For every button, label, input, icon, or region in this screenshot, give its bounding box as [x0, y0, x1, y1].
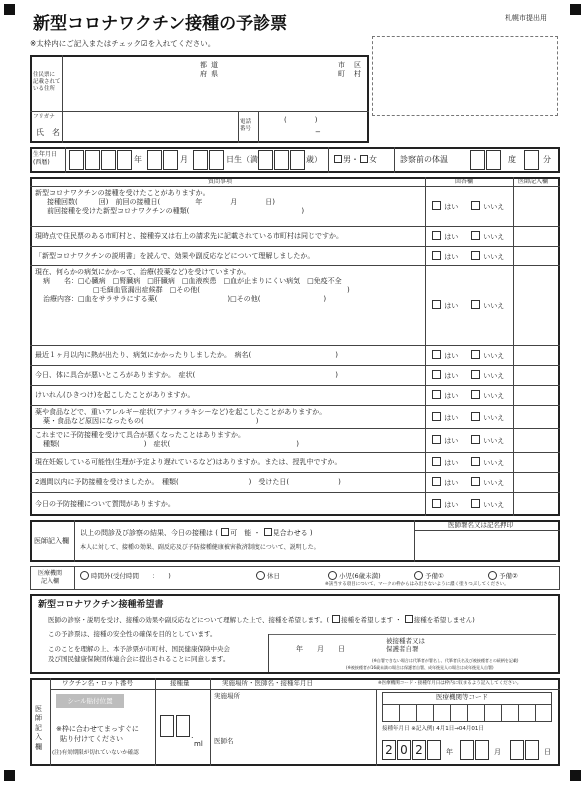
address-input[interactable]: [64, 80, 366, 109]
facility-code-cell[interactable]: [518, 704, 519, 722]
sticker-instruction-2: 貼り付けてください: [60, 735, 123, 743]
signer-label: 被接種者又は 保護者自署: [386, 637, 425, 653]
question-row: [32, 226, 424, 246]
col-vaccine: ワクチン名・ロット番号: [62, 679, 134, 687]
pref-dou: 道: [211, 61, 218, 69]
header-doctor: 医師記入欄: [518, 178, 549, 185]
facility-code-cell[interactable]: [501, 704, 502, 722]
yes-checkbox[interactable]: はい: [431, 370, 458, 380]
question-text: 今日、体に具合が悪いところがありますか。 症状( ): [35, 371, 338, 379]
no-checkbox[interactable]: いいえ: [470, 201, 504, 211]
year-digit-3: 2: [412, 740, 426, 760]
consent-statement: 医師の診察・説明を受け、接種の効果や副反応などについて理解した上で、接種を希望します。( 接種を希望します ・ 接種を希望しません): [48, 616, 475, 624]
col-place: 実施場所・医師名・接種年月日: [222, 679, 313, 687]
phone-label: 電話 番号: [240, 119, 252, 132]
code-note: ※医療機関コード・接種年月日は枠内に収まるよう記入してください。: [378, 681, 522, 686]
facility-option-reserve-2[interactable]: 予備②: [488, 571, 518, 580]
day-digit-2[interactable]: [525, 740, 539, 760]
question-row: [32, 186, 424, 226]
phone-dash: −: [315, 128, 321, 136]
furigana-label: フリガナ: [33, 114, 55, 120]
question-text: けいれん(ひきつけ)を起こしたことがありますか。: [35, 391, 195, 399]
question-row: [32, 246, 424, 265]
year-digit-2: 0: [397, 740, 411, 760]
city-shi: 市: [338, 61, 345, 69]
question-row: [32, 492, 424, 516]
month-digit-2[interactable]: [475, 740, 489, 760]
facility-code-cell[interactable]: [484, 704, 485, 722]
signer-note-1: (※自署できない場合は代筆者が署名し、代筆者氏名及び被接種者との続柄を記載): [372, 658, 519, 663]
address-label: 住民票に 記載されて いる住所: [33, 72, 61, 92]
question-row: [32, 428, 424, 452]
signer-note-2: (※被接種者が16歳未満の場合は保護者自署、成年後見人の場合は成年後見人自署): [346, 665, 494, 670]
facility-code-cell[interactable]: [433, 704, 434, 722]
no-wish-checkbox[interactable]: [405, 615, 413, 623]
facility-code-cell[interactable]: [382, 704, 383, 722]
office-label: 札幌市提出用: [505, 14, 547, 22]
postpone-checkbox[interactable]: [264, 528, 272, 536]
age-digit-1[interactable]: [258, 150, 273, 170]
sex-selector: 男・ 女: [333, 155, 377, 164]
temp-degree-digit-2[interactable]: [486, 150, 501, 170]
pref-to: 都: [200, 61, 207, 69]
city-ku: 区: [354, 61, 361, 69]
doctor-explanation: 本人に対して、接種の効果、副反応及び予防接種健康被害救済制度について、説明した。: [80, 544, 320, 551]
vaccination-date-label: 接種年月日 ※記入例) 4月1日→04月01日: [382, 726, 484, 732]
yes-checkbox[interactable]: はい: [431, 300, 458, 310]
sticker-position[interactable]: シール貼付位置: [56, 694, 124, 708]
no-checkbox[interactable]: いいえ: [470, 412, 504, 422]
temp-decimal-digit[interactable]: [524, 150, 539, 170]
billing-address-box[interactable]: [372, 36, 558, 116]
dob-day-digit-2[interactable]: [209, 150, 224, 170]
consent-title: 新型コロナワクチン接種希望書: [38, 600, 164, 610]
age-digit-3[interactable]: [290, 150, 305, 170]
question-row: [32, 405, 424, 428]
consent-date[interactable]: 年 月 日: [296, 645, 345, 653]
year-digit-4[interactable]: [427, 740, 441, 760]
age-unit: 歳）: [306, 155, 322, 164]
dose-digit-1[interactable]: [160, 715, 174, 737]
age-digit-2[interactable]: [274, 150, 289, 170]
expiry-note: (注)有効期限が切れていないか確認: [52, 750, 139, 756]
no-checkbox[interactable]: いいえ: [470, 251, 504, 261]
yes-checkbox[interactable]: はい: [431, 457, 458, 467]
col-dose: 接種量: [170, 679, 190, 687]
instruction-note: ※太枠内にご記入またはチェック☑を入れてください。: [30, 39, 216, 48]
facility-code-cell[interactable]: [535, 704, 536, 722]
dob-year-digit-4[interactable]: [117, 150, 132, 170]
question-row: [32, 452, 424, 472]
vaccination-month-unit: 月: [494, 748, 501, 756]
no-checkbox[interactable]: いいえ: [470, 370, 504, 380]
question-row: [32, 365, 424, 385]
no-checkbox[interactable]: いいえ: [470, 457, 504, 467]
facility-note: ※該当する項目について、マークの枠からはみ出さないように濃く塗りつぶしてください。: [325, 582, 509, 587]
dob-day-digit-1[interactable]: [193, 150, 208, 170]
question-text: 前回接種を受けた新型コロナワクチンの種類( ): [47, 207, 305, 215]
name-label: 氏 名: [36, 128, 60, 137]
dob-month-digit-1[interactable]: [147, 150, 162, 170]
possible-checkbox[interactable]: [221, 528, 229, 536]
question-text: 薬や食品などで、重いアレルギー症状(アナフィラキシーなど)を起こしたことがありますか。: [35, 408, 327, 416]
day-digit-1[interactable]: [510, 740, 524, 760]
header-answer: 回答欄: [455, 178, 474, 185]
place-field[interactable]: [214, 702, 372, 728]
no-checkbox[interactable]: いいえ: [470, 300, 504, 310]
question-text: 接種回数( 回) 前回の接種日( 年 月 日): [47, 198, 275, 206]
name-input[interactable]: [64, 113, 236, 141]
facility-code-cell[interactable]: [416, 704, 417, 722]
facility-code-cell[interactable]: [399, 704, 400, 722]
yes-checkbox[interactable]: はい: [431, 477, 458, 487]
male-checkbox[interactable]: [334, 155, 342, 163]
question-text: これまでに予防接種を受けて具合が悪くなったことはありますか。: [35, 431, 245, 439]
vaccination-day-unit: 日: [544, 748, 551, 756]
question-text: 「新型コロナワクチンの説明書」を読んで、効果や副反応などについて理解しましたか。: [35, 251, 315, 260]
question-text: 種類( ) 症状( ): [43, 440, 299, 448]
yes-checkbox[interactable]: はい: [431, 251, 458, 261]
doctor-signature-field[interactable]: [416, 532, 558, 560]
pref-fu: 府: [200, 70, 207, 78]
temperature-label: 診察前の体温: [400, 155, 448, 164]
page-title: 新型コロナワクチン接種の予診票: [33, 14, 288, 34]
consent-agreement-2: 及び国民健康保険団体連合会に提出されることに同意します。: [48, 655, 230, 663]
no-checkbox[interactable]: いいえ: [470, 390, 504, 400]
dose-digit-2[interactable]: [176, 715, 190, 737]
question-text: 現在妊娠している可能性(生理が予定より遅れているなど)はありますか。または、授乳中ですか。: [35, 458, 342, 466]
place-label: 実施場所: [214, 692, 240, 700]
question-text: 新型コロナワクチンの接種を受けたことがありますか。: [35, 189, 210, 197]
temp-decimal-unit: 分: [543, 155, 551, 164]
yes-checkbox[interactable]: はい: [431, 499, 458, 509]
dob-day-unit: 日生（満: [226, 155, 258, 164]
yes-checkbox[interactable]: はい: [431, 350, 458, 360]
question-row: [32, 265, 424, 345]
consent-purpose: この予診票は、接種の安全性の確保を目的としています。: [48, 630, 217, 638]
facility-option-reserve-1[interactable]: 予備①: [414, 571, 444, 580]
doctor-name-label: 医師名: [214, 737, 234, 745]
question-text: 治療内容：□血をサラサラにする薬( )□その他( ): [43, 295, 327, 303]
female-checkbox[interactable]: [360, 155, 368, 163]
yes-checkbox[interactable]: はい: [431, 435, 458, 445]
no-checkbox[interactable]: いいえ: [470, 231, 504, 241]
dob-year-digit-2[interactable]: [85, 150, 100, 170]
registration-mark-top-right: [570, 4, 581, 15]
facility-option-child[interactable]: 小児(6歳未満): [328, 571, 381, 580]
facility-code-label: 医療機関等コード: [436, 693, 488, 701]
question-text: 薬・食品など原因になったもの( ): [43, 417, 259, 425]
sticker-instruction-1: ※枠に合わせてまっすぐに: [56, 725, 139, 733]
record-side-label: 医師記入欄: [35, 705, 42, 751]
no-checkbox[interactable]: いいえ: [470, 435, 504, 445]
doctor-judgement: 以上の問診及び診察の結果、今日の接種は ( 可 能 ・ 見合わせる ): [80, 529, 313, 537]
yes-checkbox[interactable]: はい: [431, 412, 458, 422]
no-checkbox[interactable]: いいえ: [470, 499, 504, 509]
registration-mark-bottom-right: [570, 770, 581, 781]
dose-unit: ml: [194, 740, 203, 748]
yes-checkbox[interactable]: はい: [431, 201, 458, 211]
header-question: 質問事項: [208, 178, 233, 185]
no-checkbox[interactable]: いいえ: [470, 477, 504, 487]
dob-year-digit-1[interactable]: [69, 150, 84, 170]
consent-agreement-1: このことを理解の上、本予診票が市町村、国民健康保険中央会: [48, 645, 230, 653]
question-row: [32, 385, 424, 405]
doctor-section-label: 医師記入欄: [34, 537, 69, 545]
registration-mark-bottom-left: [4, 770, 15, 781]
temp-degree-unit: 度: [508, 155, 516, 164]
question-row: [32, 472, 424, 492]
yes-checkbox[interactable]: はい: [431, 231, 458, 241]
facility-code-cell[interactable]: [450, 704, 451, 722]
question-text: 現時点で住民票のある市町村と、接種券又は右上の請求先に記載されている市町村は同じですか。: [35, 232, 343, 240]
doctor-name-field[interactable]: [240, 732, 372, 762]
question-text: 今日の予防接種について質問がありますか。: [35, 500, 175, 508]
question-text: □毛細血管漏出症候群 □その他( ): [93, 286, 350, 294]
phone-input[interactable]: [260, 113, 367, 141]
question-row: [32, 345, 424, 365]
no-checkbox[interactable]: いいえ: [470, 350, 504, 360]
temp-degree-digit-1[interactable]: [470, 150, 485, 170]
month-digit-1[interactable]: [460, 740, 474, 760]
year-digit-1: 2: [382, 740, 396, 760]
pref-ken: 県: [211, 70, 218, 78]
signer-signature-field[interactable]: [440, 638, 555, 652]
dob-year-unit: 年: [134, 155, 142, 164]
facility-label: 医療機関 記入欄: [38, 570, 63, 585]
dob-year-digit-3[interactable]: [101, 150, 116, 170]
facility-code-cell[interactable]: [467, 704, 468, 722]
yes-checkbox[interactable]: はい: [431, 390, 458, 400]
facility-option-after-hours[interactable]: 時間外(受付時間 ： ): [80, 571, 171, 580]
vaccination-year-unit: 年: [446, 748, 453, 756]
dose-decimal-point: .: [191, 731, 194, 740]
city-mura: 村: [354, 70, 361, 78]
registration-mark-top-left: [4, 4, 15, 15]
dob-label: 生年月日 (西暦): [33, 151, 58, 166]
dob-month-unit: 月: [180, 155, 188, 164]
question-text: 最近１ヶ月以内に熱が出たり、病気にかかったりしましたか。 病名( ): [35, 351, 338, 359]
question-text: 現在、何らかの病気にかかって、治療(投薬など)を受けていますか。: [35, 268, 251, 276]
city-machi: 町: [338, 70, 345, 78]
wish-checkbox[interactable]: [332, 615, 340, 623]
question-text: 病 名：□心臓病 □腎臓病 □肝臓病 □血液疾患 □血が止まりにくい病気 □免疫不全: [43, 277, 342, 285]
facility-option-holiday[interactable]: 休日: [256, 571, 280, 580]
doctor-signature-label: 医師署名又は記名押印: [448, 521, 513, 529]
question-text: 2週間以内に予防接種を受けましたか。 種類( ) 受けた日( ): [35, 478, 341, 486]
phone-area-code: ( ): [284, 116, 318, 124]
dob-month-digit-2[interactable]: [163, 150, 178, 170]
